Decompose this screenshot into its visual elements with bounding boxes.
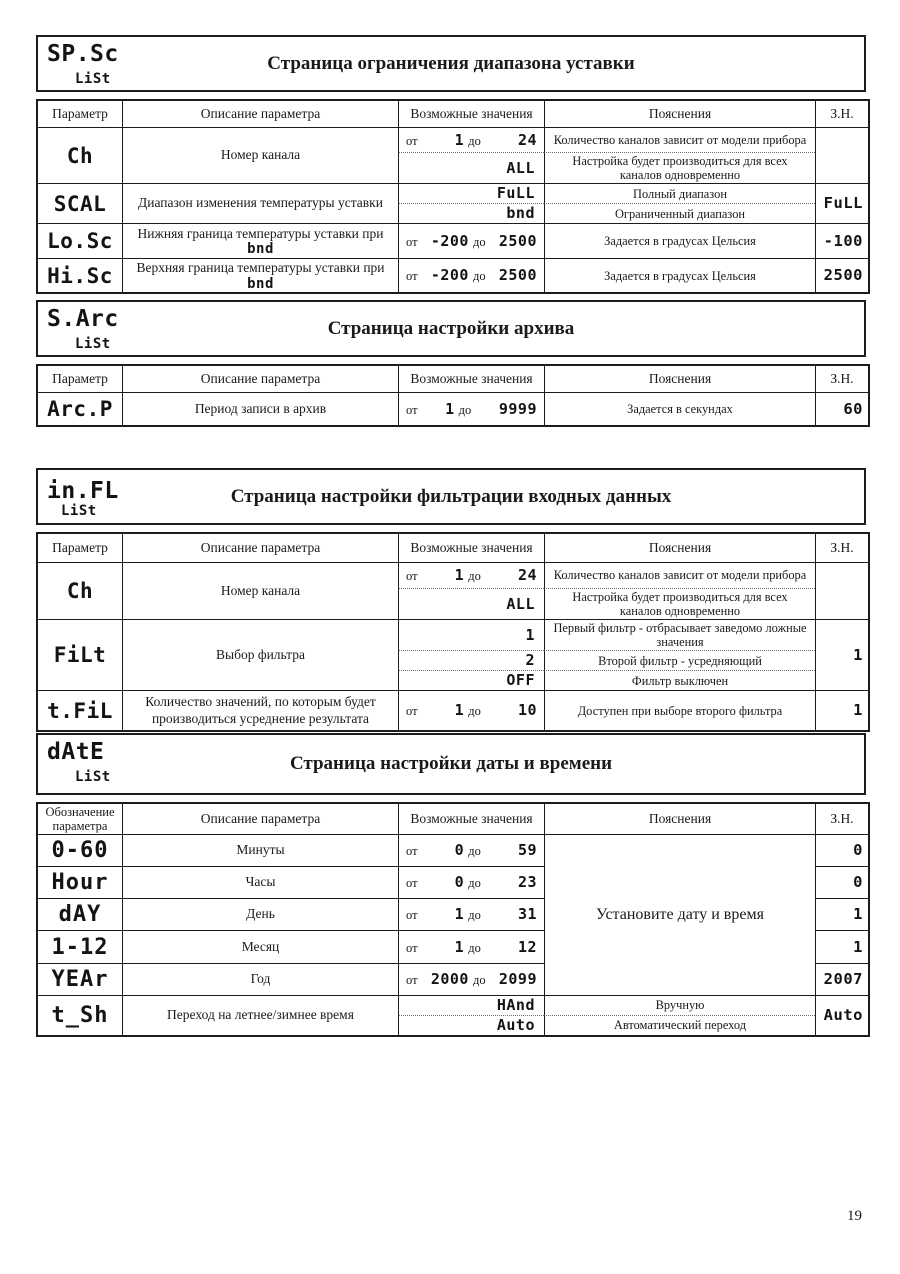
note-cell: Настройка будет производиться для всех каналов одновременно (544, 152, 815, 183)
display-code-bottom: LiSt (75, 71, 111, 88)
desc-cell: Количество значений, по которым будет производиться усреднение результата (122, 690, 398, 730)
param-cell: Ch (38, 562, 122, 619)
zn-cell: 2500 (815, 258, 868, 292)
note-cell: Ограниченный диапазон (544, 203, 815, 223)
values-cell: bnd (398, 203, 544, 223)
param-cell: t.FiL (38, 690, 122, 730)
display-code-top: SP.Sc (47, 41, 119, 67)
col-header-param: Обозначение параметра (45, 804, 115, 833)
table-archive-settings (36, 300, 866, 427)
zn-cell: 1 (815, 619, 868, 690)
params-table (36, 364, 870, 427)
note-cell: Настройка будет производиться для всех каналов одновременно (544, 588, 815, 619)
note-cell: Доступен при выборе второго фильтра (544, 690, 815, 730)
param-cell: YEAr (38, 963, 122, 995)
col-header-desc: Описание параметра (122, 804, 398, 834)
table-row (38, 834, 868, 866)
table-title: Страница настройки архива (327, 317, 575, 339)
table-row (38, 562, 868, 588)
values-cell: от 1 до 24 (398, 127, 544, 152)
desc-cell: Нижняя граница температуры уставки при bnd (122, 223, 398, 258)
note-cell: Второй фильтр - усредняющий (544, 650, 815, 670)
param-cell: Hi.Sc (38, 258, 122, 292)
desc-cell: Год (122, 963, 398, 995)
zn-cell: 0 (815, 834, 868, 866)
desc-cell: Период записи в архив (122, 392, 398, 425)
table-row (38, 183, 868, 203)
desc-cell: Номер канала (122, 562, 398, 619)
note-cell: Количество каналов зависит от модели прибора (544, 127, 815, 152)
col-header-notes: Пояснения (544, 366, 815, 392)
values-cell: FuLL (398, 183, 544, 203)
display-code-top: dAtE (47, 739, 105, 765)
col-header-zn: З.Н. (815, 101, 868, 127)
values-cell: ALL (398, 588, 544, 619)
table-input-filter (36, 468, 866, 732)
table-title: Страница настройки даты и времени (289, 753, 613, 774)
table-header-band (36, 468, 866, 525)
param-cell: SCAL (38, 183, 122, 223)
values-cell: OFF (398, 670, 544, 690)
param-cell: Ch (38, 127, 122, 183)
note-cell-merged: Установите дату и время (544, 834, 815, 995)
col-header-zn: З.Н. (815, 534, 868, 562)
col-header-values: Возможные значения (398, 101, 544, 127)
col-header-values: Возможные значения (398, 804, 544, 834)
desc-cell: Верхняя граница температуры уставки при bnd (122, 258, 398, 292)
zn-cell: FuLL (815, 183, 868, 223)
values-cell: 1 (398, 619, 544, 650)
note-cell: Задается в градусах Цельсия (544, 258, 815, 292)
note-cell: Автоматический переход (544, 1015, 815, 1035)
params-table (36, 802, 870, 1037)
zn-cell (815, 562, 868, 619)
values-cell: от 1 до 10 (398, 690, 544, 730)
note-cell: Вручную (544, 995, 815, 1015)
desc-cell: Номер канала (122, 127, 398, 183)
col-header-values: Возможные значения (398, 534, 544, 562)
col-header-notes: Пояснения (544, 804, 815, 834)
col-header-param: Параметр (52, 540, 108, 555)
display-code-bottom: LiSt (75, 769, 111, 786)
col-header-desc: Описание параметра (122, 101, 398, 127)
note-cell: Фильтр выключен (544, 670, 815, 690)
values-cell: от 0 до 23 (398, 866, 544, 898)
values-cell: от 1 до 9999 (398, 392, 544, 425)
values-cell: от 0 до 59 (398, 834, 544, 866)
desc-cell: День (122, 898, 398, 930)
desc-cell: Выбор фильтра (122, 619, 398, 690)
table-header-band (36, 300, 866, 357)
display-code-bottom: LiSt (61, 503, 97, 520)
col-header-desc: Описание параметра (122, 534, 398, 562)
param-cell: t_Sh (38, 995, 122, 1035)
col-header-notes: Пояснения (544, 534, 815, 562)
params-table (36, 99, 870, 294)
values-cell: HAnd (398, 995, 544, 1015)
values-cell: 2 (398, 650, 544, 670)
note-cell: Задается в секундах (544, 392, 815, 425)
col-header-zn: З.Н. (815, 366, 868, 392)
param-cell: Arc.P (38, 392, 122, 425)
table-row (38, 392, 868, 425)
param-cell: FiLt (38, 619, 122, 690)
table-header-band (36, 733, 866, 795)
table-title: Страница настройки фильтрации входных данных (230, 485, 672, 507)
table-row (38, 619, 868, 650)
display-value-bnd: bnd (247, 241, 274, 258)
zn-cell: 1 (815, 690, 868, 730)
zn-cell: 0 (815, 866, 868, 898)
display-code-bottom: LiSt (75, 336, 111, 353)
desc-cell: Диапазон изменения температуры уставки (122, 183, 398, 223)
values-cell: от 1 до 24 (398, 562, 544, 588)
note-cell: Количество каналов зависит от модели прибора (544, 562, 815, 588)
desc-cell: Переход на летнее/зимнее время (122, 995, 398, 1035)
display-value-bnd: bnd (247, 275, 274, 292)
zn-cell (815, 127, 868, 183)
values-cell: ALL (398, 152, 544, 183)
zn-cell: 1 (815, 930, 868, 963)
table-row (38, 258, 868, 292)
display-code-top: in.FL (47, 478, 119, 504)
note-cell: Полный диапазон (544, 183, 815, 203)
zn-cell: 60 (815, 392, 868, 425)
desc-cell: Месяц (122, 930, 398, 963)
desc-cell: Часы (122, 866, 398, 898)
note-cell: Задается в градусах Цельсия (544, 223, 815, 258)
table-setpoint-scale (36, 35, 866, 294)
param-cell: Hour (38, 866, 122, 898)
values-cell: от 1 до 12 (398, 930, 544, 963)
table-row (38, 690, 868, 730)
note-cell: Первый фильтр - отбрасывает заведомо ложные значения (544, 619, 815, 650)
desc-cell: Минуты (122, 834, 398, 866)
col-header-notes: Пояснения (544, 101, 815, 127)
zn-cell: -100 (815, 223, 868, 258)
values-cell: Auto (398, 1015, 544, 1035)
values-cell: от 1 до 31 (398, 898, 544, 930)
table-row (38, 127, 868, 152)
table-row (38, 223, 868, 258)
param-cell: dAY (38, 898, 122, 930)
params-table (36, 532, 870, 732)
zn-cell: 1 (815, 898, 868, 930)
table-date-time (36, 733, 866, 1037)
table-row (38, 995, 868, 1015)
table-title: Страница ограничения диапазона уставки (267, 52, 635, 74)
table-header-band (36, 35, 866, 92)
col-header-zn: З.Н. (815, 804, 868, 834)
param-cell: Lo.Sc (38, 223, 122, 258)
col-header-param: Параметр (52, 371, 108, 386)
values-cell: от -200 до 2500 (398, 223, 544, 258)
col-header-param: Параметр (52, 106, 108, 121)
param-cell: 0-60 (38, 834, 122, 866)
col-header-desc: Описание параметра (122, 366, 398, 392)
param-cell: 1-12 (38, 930, 122, 963)
values-cell: от 2000 до 2099 (398, 963, 544, 995)
col-header-values: Возможные значения (398, 366, 544, 392)
zn-cell: Auto (815, 995, 868, 1035)
display-code-top: S.Arc (47, 306, 119, 332)
values-cell: от -200 до 2500 (398, 258, 544, 292)
page-number: 19 (847, 1208, 862, 1224)
zn-cell: 2007 (815, 963, 868, 995)
